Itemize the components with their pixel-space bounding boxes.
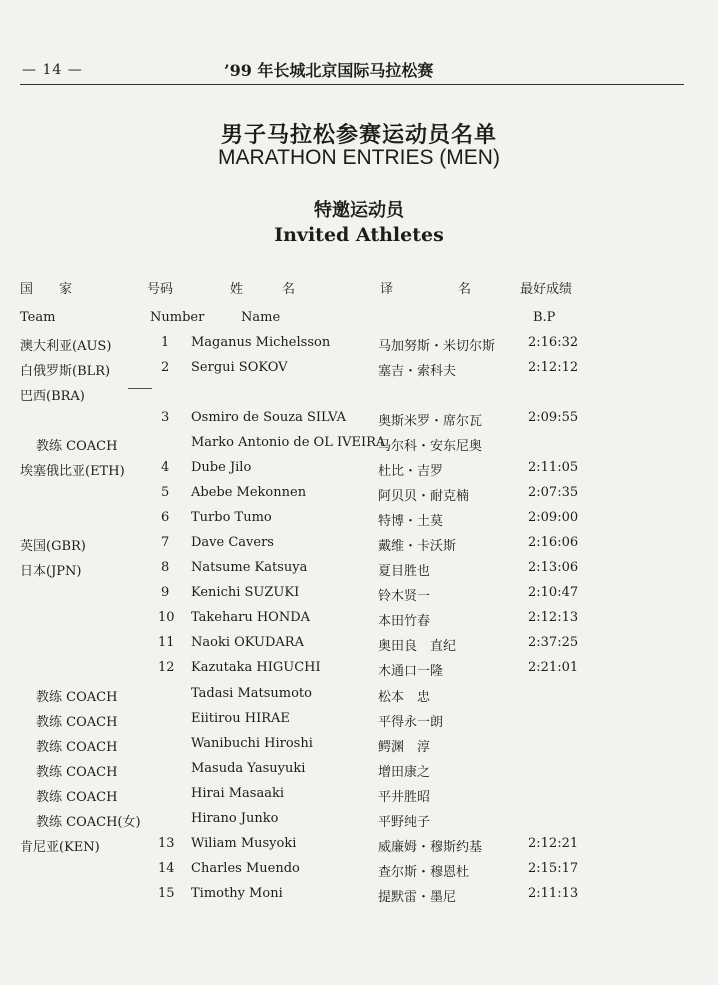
translation-cell: 查尔斯・穆恩杜 [378,865,470,880]
name-cell: Abebe Mekonnen [191,485,307,500]
translation-cell: 杜比・吉罗 [378,464,444,479]
team-cell: 白俄罗斯(BLR) [20,364,111,379]
translation-cell: 平得永一朗 [378,715,444,730]
team-cell: 澳大利亚(AUS) [20,339,112,354]
translation-cell: 夏目胜也 [378,564,431,579]
translation-cell: 平井胜昭 [378,790,431,805]
best-time-cell: 2:09:00 [528,510,579,525]
name-cell: Natsume Katsuya [191,560,308,575]
number-cell: 2 [161,360,170,375]
running-title: ’99 年长城北京国际马拉松赛 [224,61,434,80]
table-row [0,485,718,510]
translation-cell: 平野纯子 [378,815,431,830]
best-time-cell: 2:13:06 [528,560,579,575]
name-cell: Hirai Masaaki [191,786,285,801]
page-number: — 14 — [22,62,83,78]
translation-cell: 马尔科・安东尼奥 [378,439,483,454]
translation-cell: 塞吉・索科夫 [378,364,457,379]
best-time-cell: 2:07:35 [528,485,579,500]
table-row [0,335,718,360]
name-cell: Masuda Yasuyuki [191,761,306,776]
translation-cell: 松本 忠 [378,690,431,705]
name-cell: Dave Cavers [191,535,274,550]
table-row [0,660,718,685]
best-time-cell: 2:12:13 [528,610,579,625]
number-cell: 3 [161,410,170,425]
number-cell: 9 [161,585,170,600]
team-cell: 教练 COACH(女) [36,815,141,830]
table-row [0,736,718,761]
table-row [0,836,718,861]
translation-cell: 奥田良 直纪 [378,639,457,654]
name-cell: Wanibuchi Hiroshi [191,736,313,751]
name-cell: Eiitirou HIRAE [191,711,290,726]
best-time-cell: 2:12:21 [528,836,579,851]
column-header-team-cn: 国 家 [20,282,73,297]
table-row [0,560,718,585]
team-cell: 教练 COACH [36,790,118,805]
best-time-cell: 2:12:12 [528,360,579,375]
translation-cell: 威廉姆・穆斯约基 [378,840,483,855]
table-row [0,535,718,560]
name-cell: Naoki OKUDARA [191,635,304,650]
best-time-cell: 2:37:25 [528,635,579,650]
team-cell: 埃塞俄比亚(ETH) [20,464,125,479]
translation-cell: 鳄渊 淳 [378,740,431,755]
table-row [0,385,718,410]
section-title-chinese: 特邀运动员 [314,200,404,221]
name-cell: Tadasi Matsumoto [191,686,312,701]
table-row [0,360,718,385]
translation-cell: 特博・土莫 [378,514,444,529]
number-cell: 12 [158,660,175,675]
best-time-cell: 2:16:32 [528,335,579,350]
table-row [0,711,718,736]
name-cell: Hirano Junko [191,811,279,826]
number-cell: 8 [161,560,170,575]
best-time-cell: 2:15:17 [528,861,579,876]
name-cell: Sergui SOKOV [191,360,288,375]
best-time-cell: 2:09:55 [528,410,579,425]
name-cell: Turbo Tumo [191,510,272,525]
team-cell: 巴西(BRA) [20,389,85,404]
table-row [0,610,718,635]
column-header-name-cn: 姓 名 [230,282,296,297]
name-cell: Kazutaka HIGUCHI [191,660,321,675]
table-row [0,861,718,886]
name-cell: Marko Antonio de OL IVEIRA [191,435,386,450]
column-header-team-en: Team [20,310,56,325]
section-title-english: Invited Athletes [274,224,444,246]
name-cell: Osmiro de Souza SILVA [191,410,346,425]
number-cell: 10 [158,610,175,625]
number-cell: 4 [161,460,170,475]
table-row [0,410,718,435]
table-row [0,886,718,911]
number-cell: 5 [161,485,170,500]
title-chinese: 男子马拉松参赛运动员名单 [220,122,497,148]
table-row [0,786,718,811]
table-row [0,635,718,660]
translation-cell: 奥斯米罗・席尔瓦 [378,414,483,429]
best-time-cell: 2:10:47 [528,585,579,600]
translation-cell: 阿贝贝・耐克楠 [378,489,470,504]
number-cell: 6 [161,510,170,525]
number-cell: 7 [161,535,170,550]
best-time-cell: 2:21:01 [528,660,579,675]
team-cell: 教练 COACH [36,715,118,730]
team-cell: 教练 COACH [36,439,118,454]
column-header-best-cn: 最好成绩 [520,282,573,297]
table-row [0,811,718,836]
team-cell: 教练 COACH [36,690,118,705]
translation-cell: 马加努斯・米切尔斯 [378,339,496,354]
team-cell: 肯尼亚(KEN) [20,840,100,855]
column-header-name-en: Name [241,310,281,325]
translation-cell: 铃木贤一 [378,589,431,604]
name-cell: Charles Muendo [191,861,300,876]
best-time-cell: 2:11:05 [528,460,579,475]
column-header-number-cn: 号码 [147,282,174,297]
number-cell: 1 [161,335,170,350]
header-rule [20,84,684,85]
number-cell: 13 [158,836,175,851]
number-cell: 11 [158,635,175,650]
name-cell: Kenichi SUZUKI [191,585,300,600]
name-cell: Timothy Moni [191,886,283,901]
table-row [0,460,718,485]
name-cell: Takeharu HONDA [191,610,311,625]
title-english: MARATHON ENTRIES (MEN) [218,146,500,169]
team-cell: 英国(GBR) [20,539,86,554]
translation-cell: 木通口一隆 [378,664,444,679]
translation-cell: 本田竹春 [378,614,431,629]
best-time-cell: 2:16:06 [528,535,579,550]
name-cell: Maganus Michelsson [191,335,331,350]
team-cell: 教练 COACH [36,740,118,755]
table-row [0,761,718,786]
table-row [0,510,718,535]
translation-cell: 增田康之 [378,765,431,780]
translation-cell: 戴维・卡沃斯 [378,539,457,554]
name-cell: Wiliam Musyoki [191,836,297,851]
name-cell: Dube Jilo [191,460,252,475]
best-time-cell: 2:11:13 [528,886,579,901]
team-cell: 教练 COACH [36,765,118,780]
table-row [0,435,718,460]
number-cell: 15 [158,886,175,901]
number-cell: 14 [158,861,175,876]
team-cell: 日本(JPN) [20,564,82,579]
table-row [0,686,718,711]
translation-cell: 提默雷・墨尼 [378,890,457,905]
column-header-number-en: Number [150,310,205,325]
table-row [0,585,718,610]
column-header-best-en: B.P [533,310,556,325]
column-header-translation-cn: 译 名 [380,282,472,297]
